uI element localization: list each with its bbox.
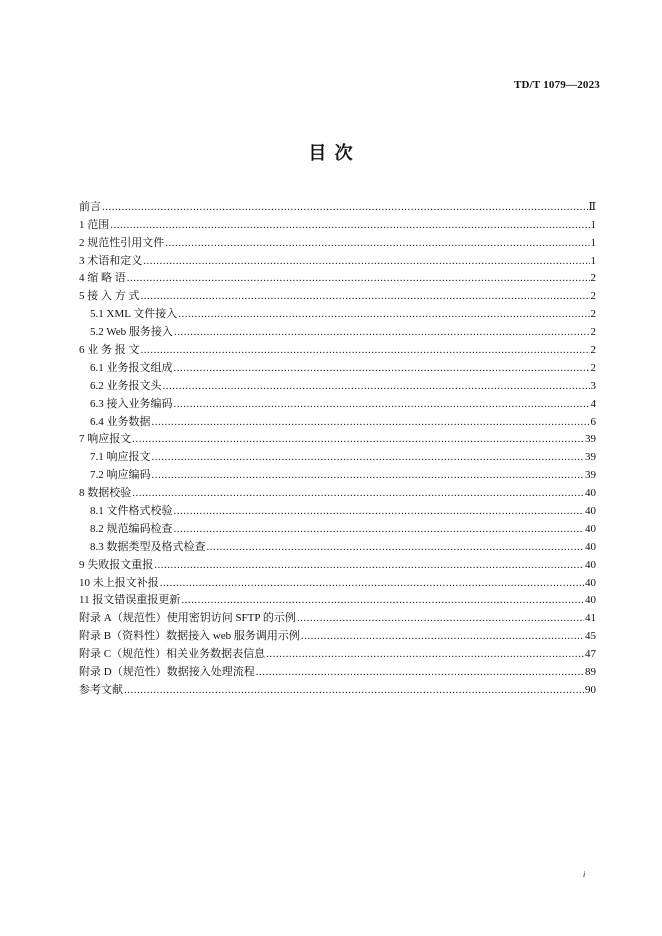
toc-entry[interactable] [79,572,596,590]
toc-entry-page: 2 [590,290,596,303]
toc-leader-dots [174,505,585,518]
toc-entry[interactable] [79,375,596,393]
toc-entry[interactable] [79,321,596,339]
toc-entry[interactable] [79,590,596,608]
toc-entry-page: 40 [585,540,596,553]
standard-code: TD/T 1079—2023 [513,79,600,91]
toc-leader-dots [174,398,590,411]
page-title: 目 次 [308,143,354,164]
toc-leader-dots [152,416,590,429]
toc-entry[interactable] [79,518,596,536]
toc-entry-label: 6 业 务 报 文 [79,344,140,357]
toc-entry[interactable] [79,625,596,643]
toc-leader-dots [152,451,585,464]
toc-entry[interactable] [79,554,596,572]
table-of-contents [79,196,596,697]
toc-entry-label: 8.1 文件格式校验 [90,505,173,518]
toc-entry-page: 90 [585,683,596,696]
toc-entry-label: 参考文献 [79,683,123,696]
toc-leader-dots [297,612,584,625]
toc-entry-page: 40 [585,505,596,518]
toc-entry-page: 39 [585,469,596,482]
toc-leader-dots [163,380,590,393]
toc-entry-label: 6.3 接入业务编码 [90,397,173,410]
toc-entry[interactable] [79,661,596,679]
toc-entry-page: 1 [590,236,596,249]
toc-leader-dots [132,433,584,446]
toc-entry-page: 2 [590,326,596,339]
toc-entry-page: 1 [590,254,596,267]
toc-entry-page: 39 [585,451,596,464]
toc-entry[interactable] [79,429,596,447]
toc-entry-label: 11 报文错误重报更新 [79,594,181,607]
toc-entry-label: 附录 C（规范性）相关业务数据表信息 [79,648,266,661]
toc-leader-dots [207,541,585,554]
toc-entry[interactable] [79,393,596,411]
toc-entry-page: 2 [590,344,596,357]
toc-leader-dots [110,219,589,232]
toc-entry-label: 7.1 响应报文 [90,451,151,464]
toc-entry-page: 6 [590,415,596,428]
toc-entry[interactable] [79,411,596,429]
toc-entry[interactable] [79,679,596,697]
toc-leader-dots [174,362,590,375]
toc-entry-page: Ⅱ [588,200,596,213]
toc-entry-page: 39 [585,433,596,446]
toc-entry[interactable] [79,643,596,661]
toc-entry-page: 40 [585,522,596,535]
toc-entry[interactable] [79,339,596,357]
toc-leader-dots [165,237,589,250]
toc-entry-page: 40 [585,487,596,500]
toc-entry-page: 1 [590,218,596,231]
toc-entry-label: 6.4 业务数据 [90,415,151,428]
toc-entry-label: 5 接 入 方 式 [79,290,140,303]
toc-entry-label: 附录 D（规范性）数据接入处理流程 [79,666,255,679]
toc-leader-dots [266,648,584,661]
toc-entry-page: 4 [590,397,596,410]
footer-page-number: i [583,870,586,879]
toc-entry-label: 附录 B（资料性）数据接入 web 服务调用示例 [79,630,300,643]
toc-entry-label: 6.1 业务报文组成 [90,361,173,374]
toc-entry[interactable] [79,196,596,214]
toc-entry[interactable] [79,357,596,375]
toc-leader-dots [160,577,584,590]
toc-entry-label: 1 范围 [79,218,110,231]
toc-entry[interactable] [79,482,596,500]
toc-leader-dots [256,666,584,679]
toc-entry[interactable] [79,250,596,268]
toc-entry-label: 8 数据校验 [79,487,132,500]
toc-entry-label: 9 失败报文重报 [79,558,154,571]
toc-leader-dots [174,326,590,339]
toc-leader-dots [181,594,584,607]
toc-leader-dots [102,201,588,214]
toc-entry-label: 7.2 响应编码 [90,469,151,482]
toc-entry[interactable] [79,268,596,286]
toc-entry-page: 47 [585,648,596,661]
toc-entry[interactable] [79,464,596,482]
toc-leader-dots [152,469,585,482]
toc-leader-dots [132,487,584,500]
toc-entry[interactable] [79,285,596,303]
toc-entry-page: 40 [585,558,596,571]
toc-entry-label: 10 未上报文补报 [79,576,159,589]
toc-entry-page: 40 [585,594,596,607]
toc-entry-page: 40 [585,576,596,589]
toc-entry[interactable] [79,303,596,321]
toc-leader-dots [141,290,590,303]
toc-leader-dots [127,272,590,285]
toc-entry-label: 8.2 规范编码检查 [90,522,173,535]
toc-entry-label: 3 术语和定义 [79,254,143,267]
toc-leader-dots [174,523,585,536]
toc-leader-dots [301,630,584,643]
toc-entry[interactable] [79,446,596,464]
toc-entry-page: 2 [590,272,596,285]
toc-entry-label: 7 响应报文 [79,433,132,446]
toc-entry[interactable] [79,607,596,625]
toc-leader-dots [154,559,584,572]
toc-leader-dots [141,344,590,357]
toc-entry[interactable] [79,536,596,554]
toc-entry-label: 2 规范性引用文件 [79,236,165,249]
toc-entry-label: 5.2 Web 服务接入 [90,326,173,339]
toc-entry[interactable] [79,232,596,250]
toc-entry[interactable] [79,500,596,518]
toc-leader-dots [178,308,589,321]
toc-entry-label: 前言 [79,200,101,213]
toc-entry-page: 3 [590,379,596,392]
toc-entry-label: 4 缩 略 语 [79,272,126,285]
toc-entry-page: 2 [590,308,596,321]
toc-leader-dots [143,255,589,268]
toc-entry-label: 8.3 数据类型及格式检查 [90,540,206,553]
toc-entry-label: 6.2 业务报文头 [90,379,162,392]
toc-leader-dots [124,684,584,697]
toc-entry-label: 附录 A（规范性）使用密钥访问 SFTP 的示例 [79,612,296,625]
toc-entry-page: 89 [585,666,596,679]
toc-entry-label: 5.1 XML 文件接入 [90,308,178,321]
toc-entry-page: 41 [585,612,596,625]
toc-entry[interactable] [79,214,596,232]
toc-entry-page: 45 [585,630,596,643]
toc-entry-page: 2 [590,361,596,374]
